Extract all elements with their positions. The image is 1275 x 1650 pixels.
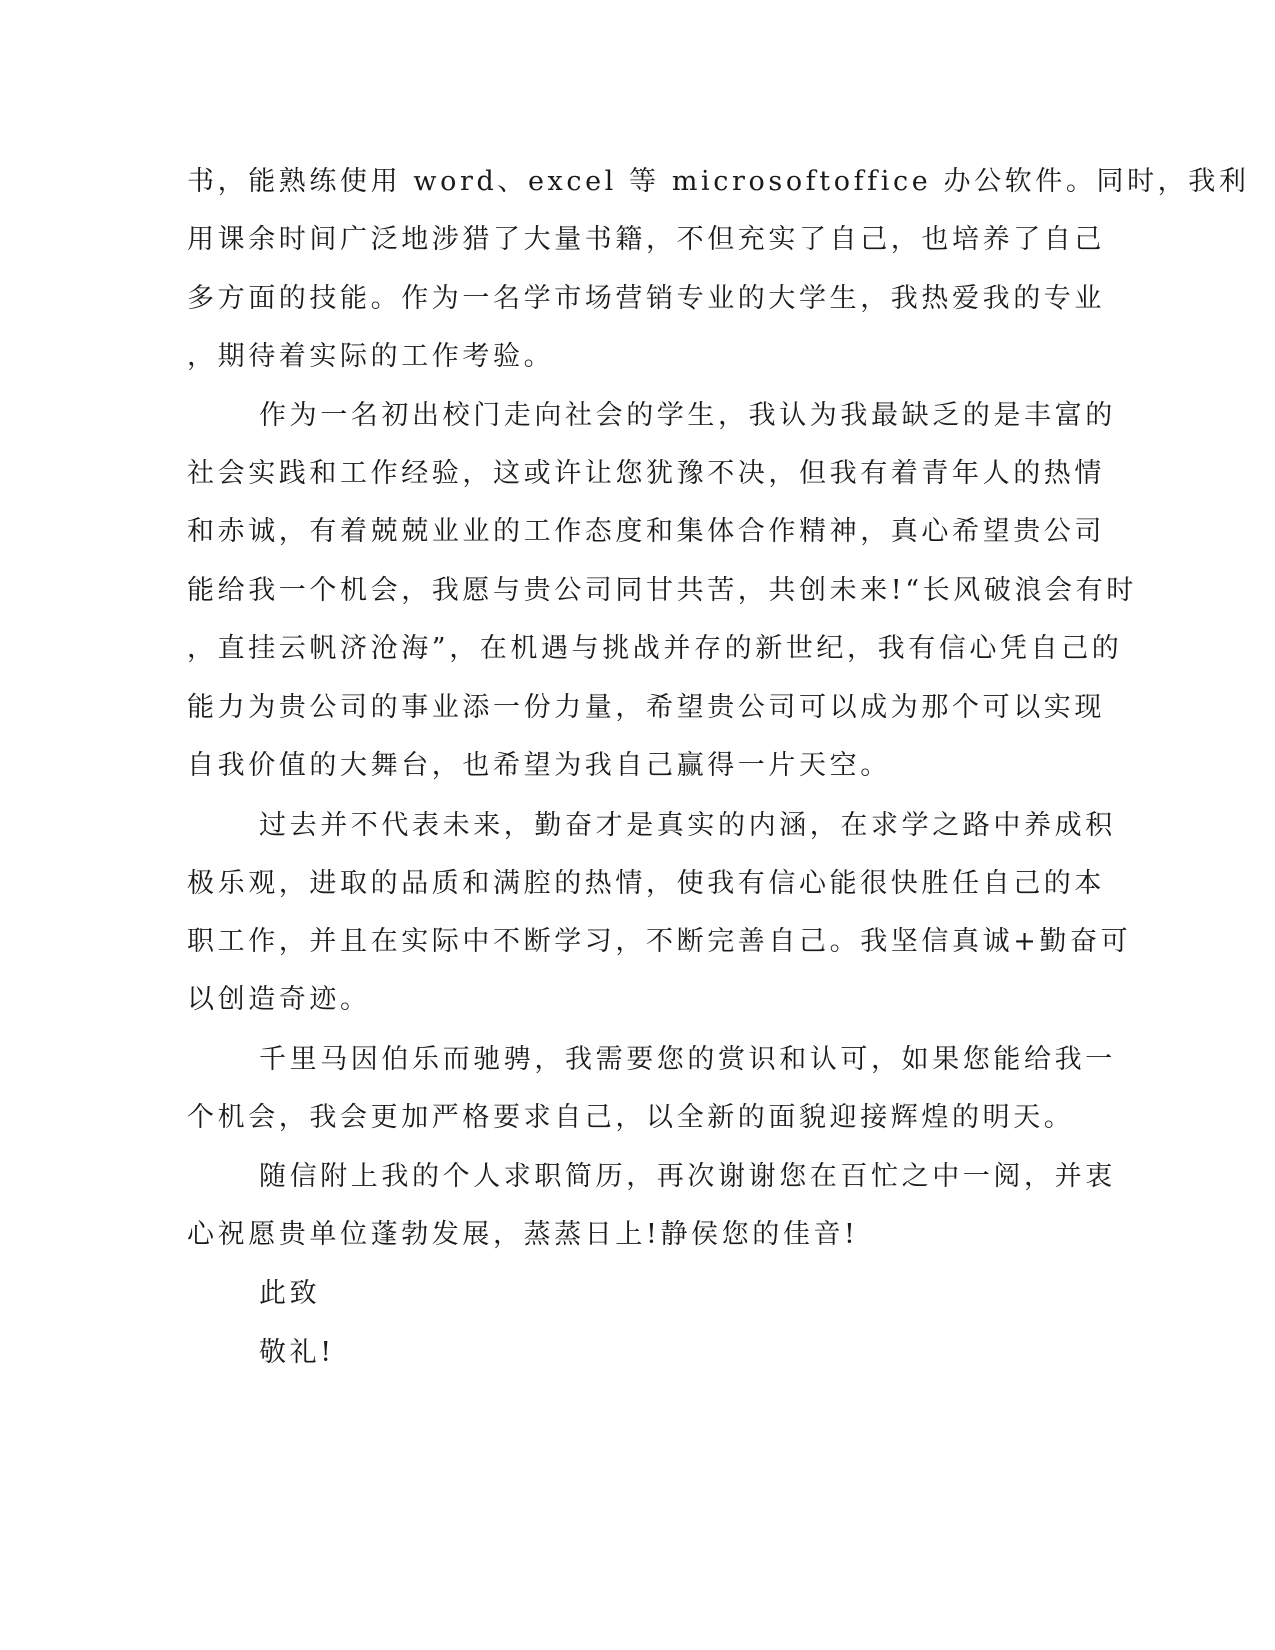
paragraph-2-line-6: 能力为贵公司的事业添一份力量，希望贵公司可以成为那个可以实现 (187, 692, 1105, 723)
paragraph-5-line-1: 随信附上我的个人求职简历，再次谢谢您在百忙之中一阅，并衷 (259, 1161, 1116, 1192)
paragraph-5-line-2: 心祝愿贵单位蓬勃发展，蒸蒸日上!静侯您的佳音! (187, 1219, 859, 1250)
paragraph-2-line-1: 作为一名初出校门走向社会的学生，我认为我最缺乏的是丰富的 (259, 400, 1116, 431)
paragraph-4-line-1: 千里马因伯乐而驰骋，我需要您的赏识和认可，如果您能给我一 (259, 1044, 1116, 1075)
paragraph-3-line-2: 极乐观，进取的品质和满腔的热情，使我有信心能很快胜任自己的本 (187, 868, 1105, 899)
closing-salutation: 此致 (259, 1278, 321, 1309)
paragraph-1-line-3: 多方面的技能。作为一名学市场营销专业的大学生，我热爱我的专业 (187, 283, 1105, 314)
paragraph-2-line-4: 能给我一个机会，我愿与贵公司同甘共苦，共创未来!“长风破浪会有时 (187, 575, 1137, 606)
paragraph-3-line-4: 以创造奇迹。 (187, 984, 371, 1015)
paragraph-1-line-2: 用课余时间广泛地涉猎了大量书籍，不但充实了自己，也培养了自己 (187, 224, 1105, 255)
paragraph-2-line-7: 自我价值的大舞台，也希望为我自己赢得一片天空。 (187, 750, 891, 781)
paragraph-2-line-3: 和赤诚，有着兢兢业业的工作态度和集体合作精神，真心希望贵公司 (187, 516, 1105, 547)
paragraph-2-line-5: ，直挂云帆济沧海”，在机遇与挑战并存的新世纪，我有信心凭自己的 (187, 633, 1123, 664)
paragraph-3-line-3: 职工作，并且在实际中不断学习，不断完善自己。我坚信真诚+勤奋可 (187, 926, 1132, 957)
paragraph-2-line-2: 社会实践和工作经验，这或许让您犹豫不决，但我有着青年人的热情 (187, 458, 1105, 489)
closing-regards: 敬礼! (259, 1337, 335, 1368)
paragraph-1-line-1: 书，能熟练使用 word、excel 等 microsoftoffice 办公软件。同时，我利 (187, 166, 1250, 197)
paragraph-3-line-1: 过去并不代表未来，勤奋才是真实的内涵，在求学之路中养成积 (259, 810, 1116, 841)
paragraph-1-line-4: ，期待着实际的工作考验。 (187, 341, 555, 372)
paragraph-4-line-2: 个机会，我会更加严格要求自己，以全新的面貌迎接辉煌的明天。 (187, 1102, 1075, 1133)
